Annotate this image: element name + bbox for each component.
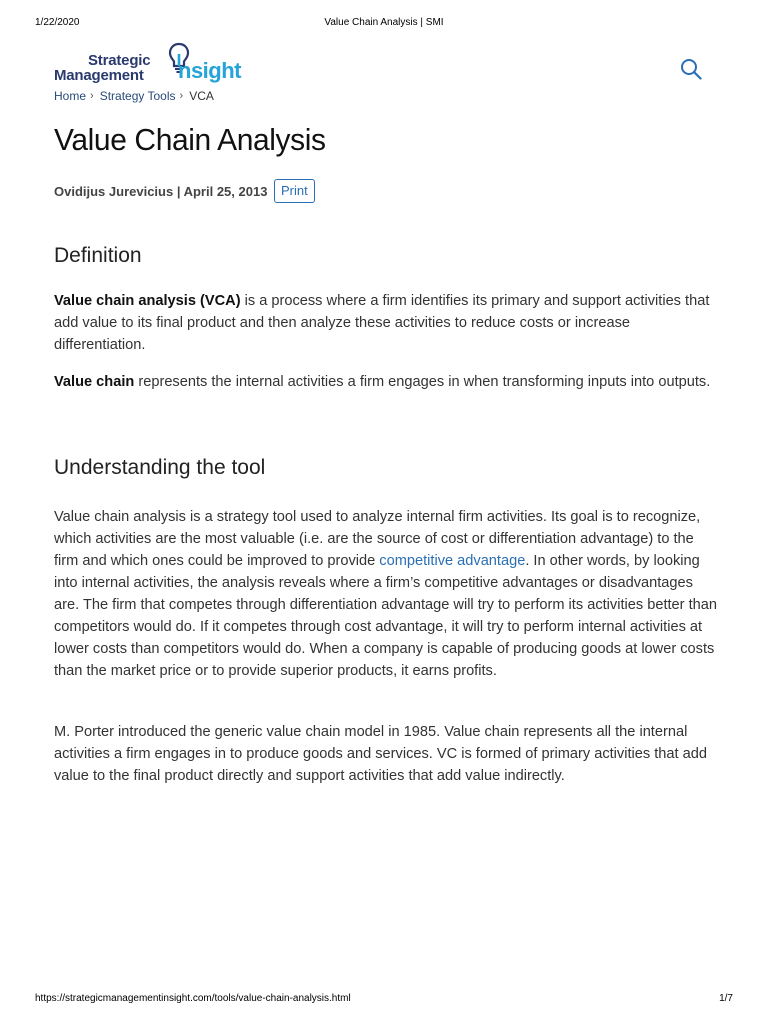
understanding-text-before-link: Value chain analysis is a strategy tool used to analyze internal firm activities. Its goal is to recognize, which activities are the most valuable (i.e. are the source of cost or differentiation advantage) to the firm and which ones could be improved to provide bbox=[54, 509, 701, 569]
logo-text-management: Management bbox=[54, 67, 144, 84]
print-page-number: 1/7 bbox=[719, 993, 733, 1004]
definition-paragraph-vca bbox=[54, 290, 719, 356]
section-heading-definition: Definition bbox=[54, 244, 142, 267]
definition-text-value-chain: represents the internal activities a firm engages in when transforming inputs into outputs. bbox=[134, 374, 711, 390]
term-value-chain: Value chain bbox=[54, 374, 135, 390]
print-url: https://strategicmanagementinsight.com/tools/value-chain-analysis.html bbox=[35, 993, 351, 1004]
breadcrumb-strategy-tools[interactable]: Strategy Tools bbox=[99, 89, 176, 103]
print-button[interactable]: Print bbox=[274, 179, 315, 203]
chevron-right-icon: › bbox=[179, 90, 184, 102]
logo-text-strategic: Strategic bbox=[88, 52, 151, 69]
section-heading-understanding: Understanding the tool bbox=[54, 456, 266, 479]
print-footer bbox=[0, 993, 768, 1007]
definition-text-vca: is a process where a firm identifies its primary and support activities that add value to its final product and then analyze these activities to reduce costs or increase differentiation. bbox=[54, 293, 710, 353]
chevron-right-icon: › bbox=[90, 90, 94, 102]
page-title: Value Chain Analysis bbox=[54, 123, 326, 158]
understanding-text-after-link: . In other words, by looking into internal activities, the analysis reveals where a firm’s competitive advantages or disadvantages are. The firm that competes through differentiation advantage will try to perform its activities better than competitors would do. If it competes through cost advantage, it will try to perform internal activities at lower costs than competitors would do. When a company is capable of producing goods at lower costs than the market price or to provide superior products, it earns profits. bbox=[54, 553, 717, 679]
search-icon[interactable] bbox=[680, 58, 702, 80]
print-date: 1/22/2020 bbox=[35, 17, 80, 28]
definition-paragraph-value-chain bbox=[54, 371, 719, 393]
competitive-advantage-link[interactable]: competitive advantage bbox=[379, 553, 526, 569]
site-logo[interactable] bbox=[54, 42, 254, 86]
understanding-paragraph-1 bbox=[54, 506, 719, 682]
term-value-chain-analysis: Value chain analysis (VCA) bbox=[54, 293, 241, 309]
breadcrumb bbox=[54, 89, 214, 103]
print-title: Value Chain Analysis | SMI bbox=[324, 17, 444, 28]
logo-text-insight: nsight bbox=[178, 58, 241, 83]
breadcrumb-home[interactable]: Home bbox=[54, 89, 87, 103]
breadcrumb-current: VCA bbox=[189, 89, 214, 103]
article-byline: Ovidijus Jurevicius | April 25, 2013 bbox=[54, 184, 268, 199]
understanding-paragraph-2: M. Porter introduced the generic value chain model in 1985. Value chain represents all the internal activities a firm engages in to produce goods and services. VC is formed of primary activities that add value to the final product directly and support activities that add value indirectly. bbox=[54, 724, 707, 784]
print-header bbox=[0, 17, 768, 31]
